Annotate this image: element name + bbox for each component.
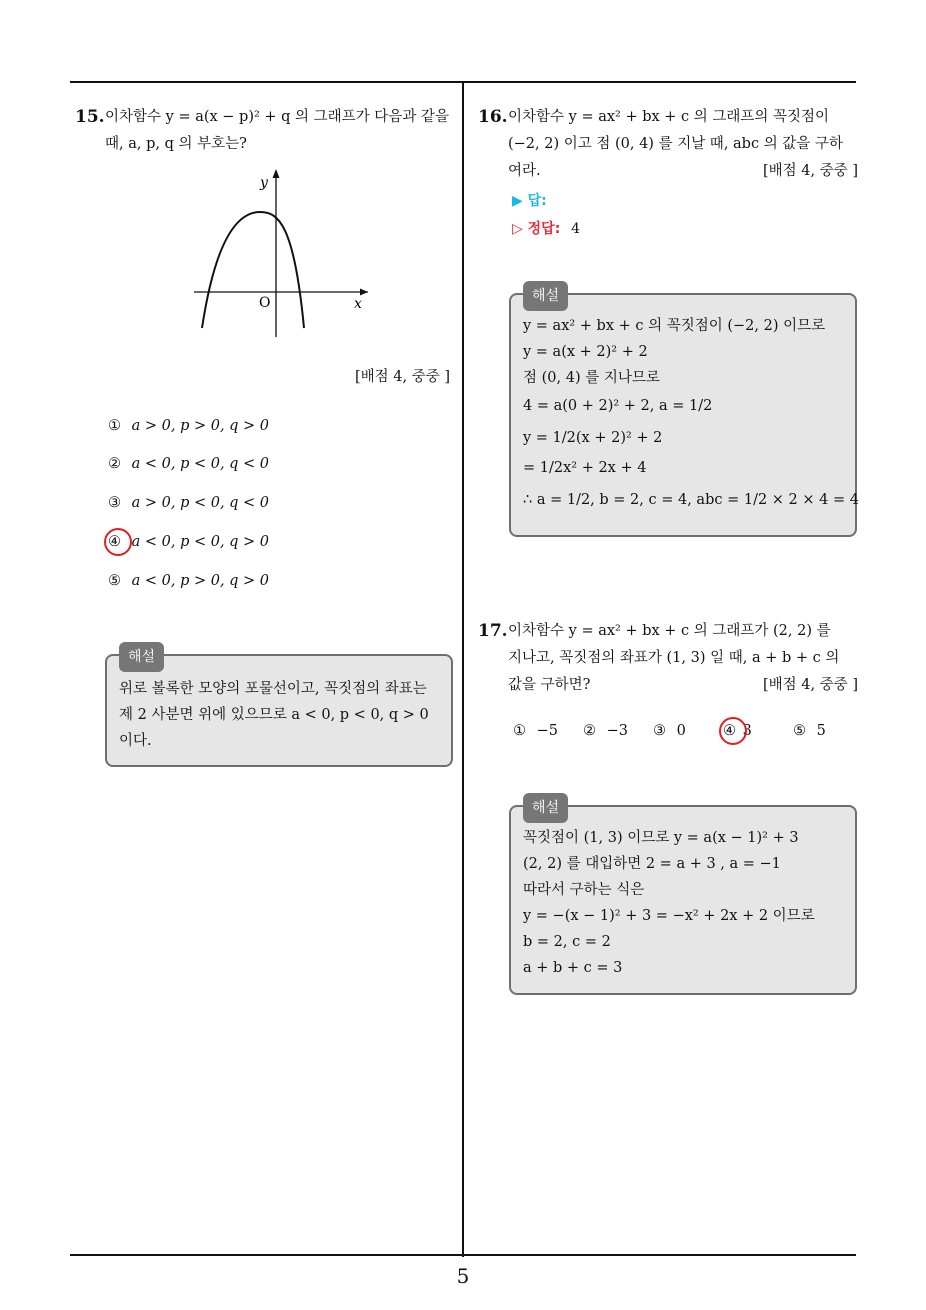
problem-number: 17. [478,621,508,641]
solution-line: = 1/2x² + 2x + 4 [523,460,647,476]
problem-number: 16. [478,107,508,127]
choice-1[interactable] [513,723,558,739]
choice-mark: ⑤ [793,723,806,739]
page-number: 5 [456,1264,470,1288]
solution-tag: 해설 [119,642,164,672]
problem-text-line3: 값을 구하면? [508,677,591,693]
solution-line: 위로 볼록한 모양의 포물선이고, 꼭짓점의 좌표는 [119,681,427,697]
problem-number: 15. [75,107,105,127]
x-axis-label: x [354,296,362,312]
answer-label: ▶ 답: [512,193,547,209]
y-axis-label: y [260,175,268,191]
choice-1[interactable] [108,418,269,434]
solution-line: a + b + c = 3 [523,960,623,976]
choice-text: −3 [606,723,628,739]
problem-text-line1: 이차함수 y = ax² + bx + c 의 그래프의 꼭짓점이 [508,109,830,125]
selected-answer-circle [104,528,132,556]
solution-box-15 [105,649,453,767]
correct-label: ▷ 정답: [512,221,561,237]
solution-line: (2, 2) 를 대입하면 2 = a + 3 , a = −1 [523,856,781,872]
problem-text-line1: 이차함수 y = a(x − p)² + q 의 그래프가 다음과 같을 [105,109,449,125]
choice-mark: ③ [108,495,121,511]
problem-text-line1: 이차함수 y = ax² + bx + c 의 그래프가 (2, 2) 를 [508,623,831,639]
solution-line: y = a(x + 2)² + 2 [523,344,648,360]
choice-mark: ③ [653,723,666,739]
bottom-rule [70,1254,856,1256]
selected-answer-circle [719,717,747,745]
choice-text: −5 [536,723,558,739]
choice-text: 3 [742,723,752,739]
correct-value: 4 [571,221,581,237]
solution-tag: 해설 [523,793,568,823]
choice-5[interactable] [793,723,826,739]
choice-mark: ② [108,456,121,472]
solution-box-17 [509,800,857,995]
choice-text: a > 0, p > 0, q > 0 [131,418,270,434]
solution-line: y = 1/2(x + 2)² + 2 [523,430,663,446]
choice-text: a < 0, p > 0, q > 0 [131,573,270,589]
solution-line: 점 (0, 4) 를 지나므로 [523,370,660,386]
choice-mark: ⑤ [108,573,121,589]
choice-2[interactable] [108,456,269,472]
choice-text: 5 [816,723,826,739]
problem-17 [478,618,858,699]
choice-mark: ④ [108,534,121,550]
choice-5[interactable] [108,573,269,589]
solution-tag: 해설 [523,281,568,311]
correct-answer-line [512,218,580,238]
y-axis-arrow [273,169,280,178]
answer-line [512,190,547,210]
problem-15 [75,104,455,158]
solution-line: 꼭짓점이 (1, 3) 이므로 y = a(x − 1)² + 3 [523,830,799,846]
choice-3[interactable] [108,495,269,511]
solution-line: 제 2 사분면 위에 있으므로 a < 0, p < 0, q > 0 [119,707,429,723]
solution-line: ∴ a = 1/2, b = 2, c = 4, abc = 1/2 × 2 × 4 = 4 [523,492,859,508]
choice-mark: ① [108,418,121,434]
choice-3[interactable] [653,723,686,739]
problem-text-line2: 지나고, 꼭짓점의 좌표가 (1, 3) 일 때, a + b + c 의 [508,650,840,666]
origin-label: O [259,295,271,311]
choice-text: a < 0, p < 0, q < 0 [131,456,270,472]
x-axis-arrow [360,289,368,296]
solution-line: 이다. [119,733,152,749]
solution-line: y = ax² + bx + c 의 꼭짓점이 (−2, 2) 이므로 [523,318,826,334]
problem-15-meta [300,364,450,391]
problem-text-line3: 여라. [508,163,541,179]
parabola-graph [190,165,370,345]
choice-text: 0 [676,723,686,739]
score-info: [배점 4, 중중 ] [762,677,858,693]
choice-mark: ② [583,723,596,739]
score-info: [배점 4, 중중 ] [762,163,858,179]
choice-mark: ④ [723,723,736,739]
problem-16 [478,104,858,185]
problem-text-line2: (−2, 2) 이고 점 (0, 4) 를 지날 때, abc 의 값을 구하 [508,136,843,152]
choice-mark: ① [513,723,526,739]
solution-box-16 [509,288,859,537]
column-divider [462,82,464,1257]
solution-line: y = −(x − 1)² + 3 = −x² + 2x + 2 이므로 [523,908,815,924]
parabola-curve [202,212,304,328]
solution-line: b = 2, c = 2 [523,934,611,950]
solution-line: 4 = a(0 + 2)² + 2, a = 1/2 [523,398,713,414]
choice-4[interactable] [108,534,269,550]
problem-text-line2: 때, a, p, q 의 부호는? [105,136,247,152]
choice-text: a < 0, p < 0, q > 0 [131,534,270,550]
solution-line: 따라서 구하는 식은 [523,882,645,898]
choice-text: a > 0, p < 0, q < 0 [131,495,270,511]
score-info: [배점 4, 중중 ] [354,369,450,385]
choice-2[interactable] [583,723,628,739]
